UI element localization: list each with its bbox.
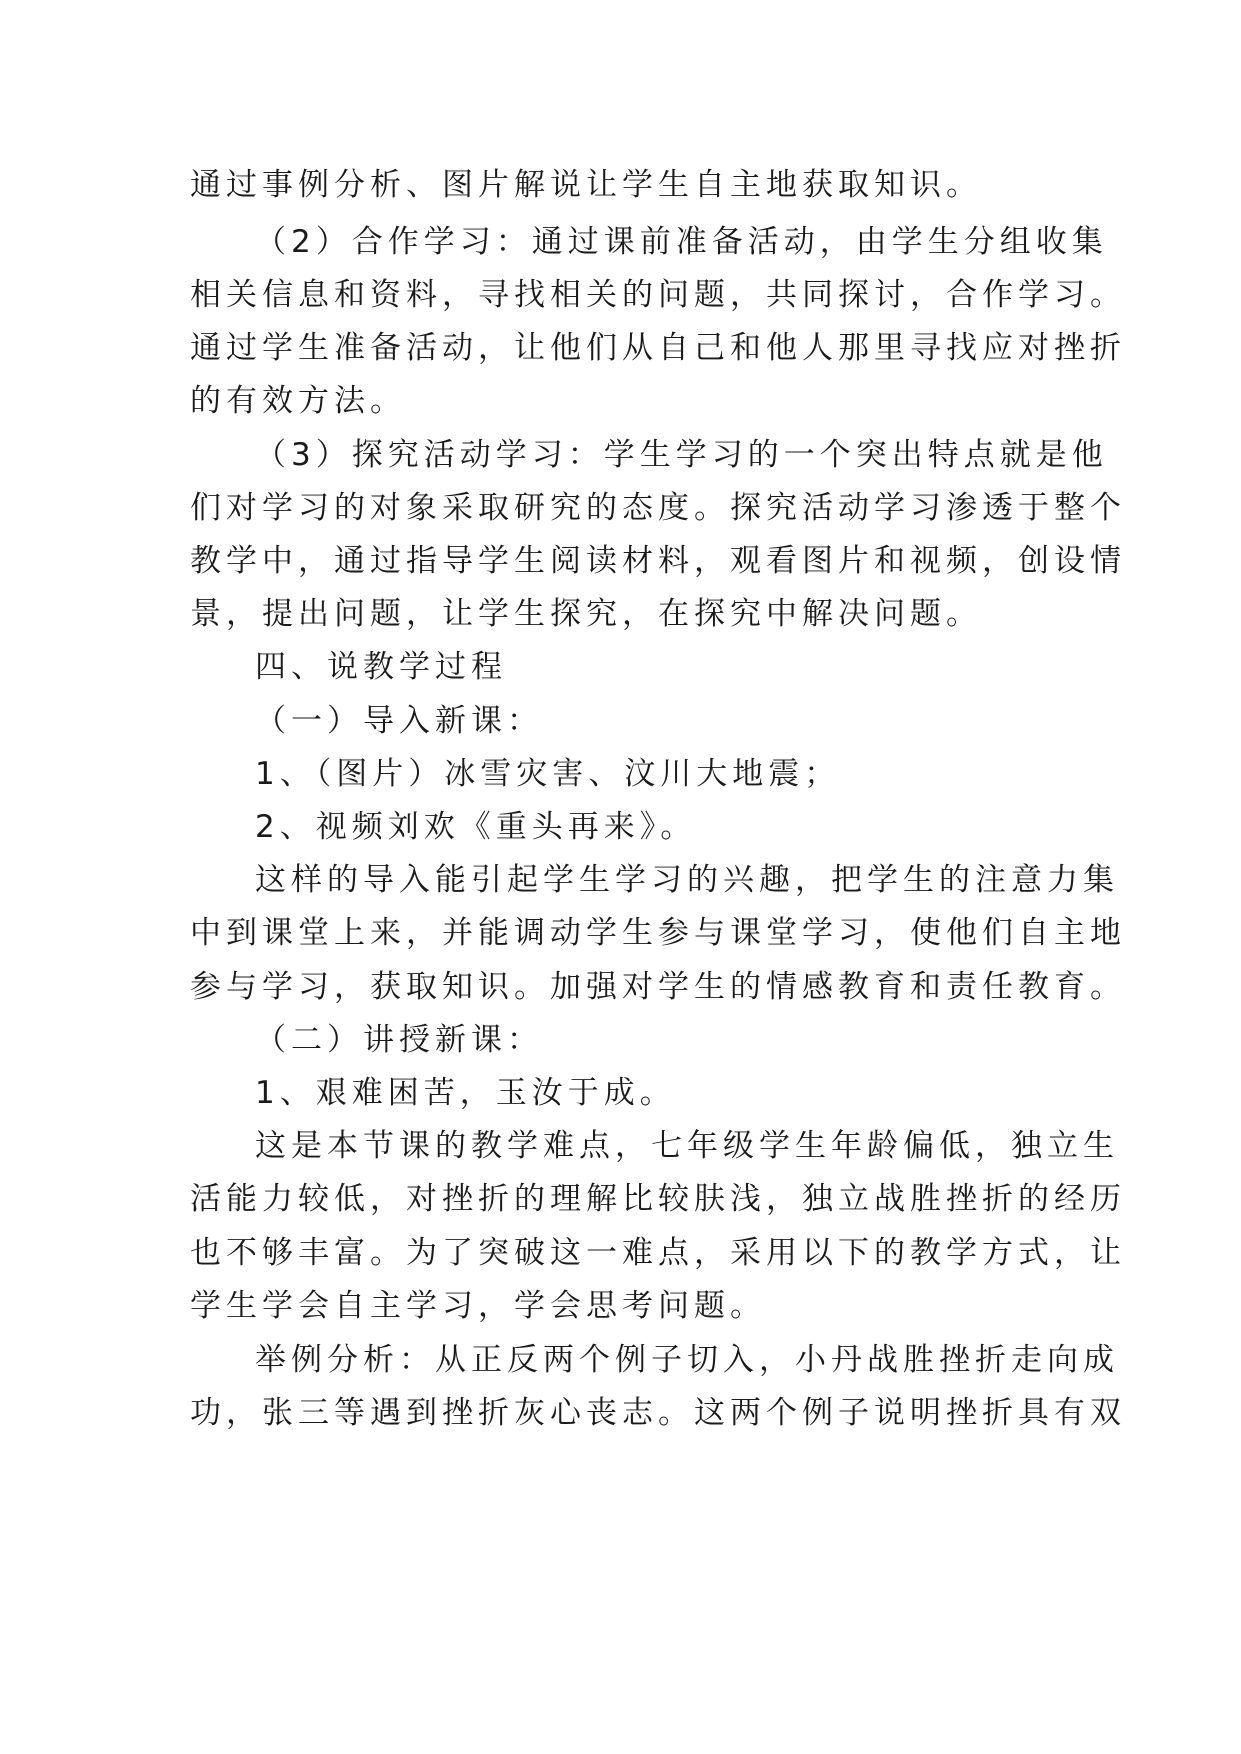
subsection-heading: （二）讲授新课： (255, 1022, 543, 1058)
text-line: 教学中，通过指导学生阅读材料，观看图片和视频，创设情 (190, 543, 1126, 579)
text-line: 景，提出问题，让学生探究，在探究中解决问题。 (190, 596, 982, 632)
text-line: 举例分析：从正反两个例子切入，小丹战胜挫折走向成 (255, 1342, 1119, 1378)
text-line: 们对学习的对象采取研究的态度。探究活动学习渗透于整个 (190, 490, 1126, 526)
list-item: 1、艰难困苦，玉汝于成。 (255, 1075, 676, 1111)
text-line: 相关信息和资料，寻找相关的问题，共同探讨，合作学习。 (190, 277, 1126, 313)
text-line: （2）合作学习：通过课前准备活动，由学生分组收集 (255, 224, 1108, 260)
text-line: 的有效方法。 (190, 383, 406, 419)
text-line: 通过学生准备活动，让他们从自己和他人那里寻找应对挫折 (190, 330, 1126, 366)
text-line: 活能力较低，对挫折的理解比较肤浅，独立战胜挫折的经历 (190, 1181, 1126, 1217)
text-line: 通过事例分析、图片解说让学生自主地获取知识。 (190, 167, 982, 203)
text-line: 也不够丰富。为了突破这一难点，采用以下的教学方式，让 (190, 1235, 1126, 1271)
text-line: 学生学会自主学习，学会思考问题。 (190, 1288, 766, 1324)
section-heading: 四、说教学过程 (255, 649, 507, 685)
text-line: 中到课堂上来，并能调动学生参与课堂学习，使他们自主地 (190, 915, 1126, 951)
subsection-heading: （一）导入新课： (255, 703, 543, 739)
text-line: 这样的导入能引起学生学习的兴趣，把学生的注意力集 (255, 862, 1119, 898)
list-item: 2、视频刘欢《重头再来》。 (255, 809, 697, 845)
text-line: 功，张三等遇到挫折灰心丧志。这两个例子说明挫折具有双 (190, 1395, 1126, 1431)
text-line: 参与学习，获取知识。加强对学生的情感教育和责任教育。 (190, 969, 1126, 1005)
text-line: （3）探究活动学习：学生学习的一个突出特点就是他 (255, 437, 1108, 473)
list-item: 1、（图片）冰雪灾害、汶川大地震； (255, 756, 841, 792)
text-line: 这是本节课的教学难点，七年级学生年龄偏低，独立生 (255, 1128, 1119, 1164)
